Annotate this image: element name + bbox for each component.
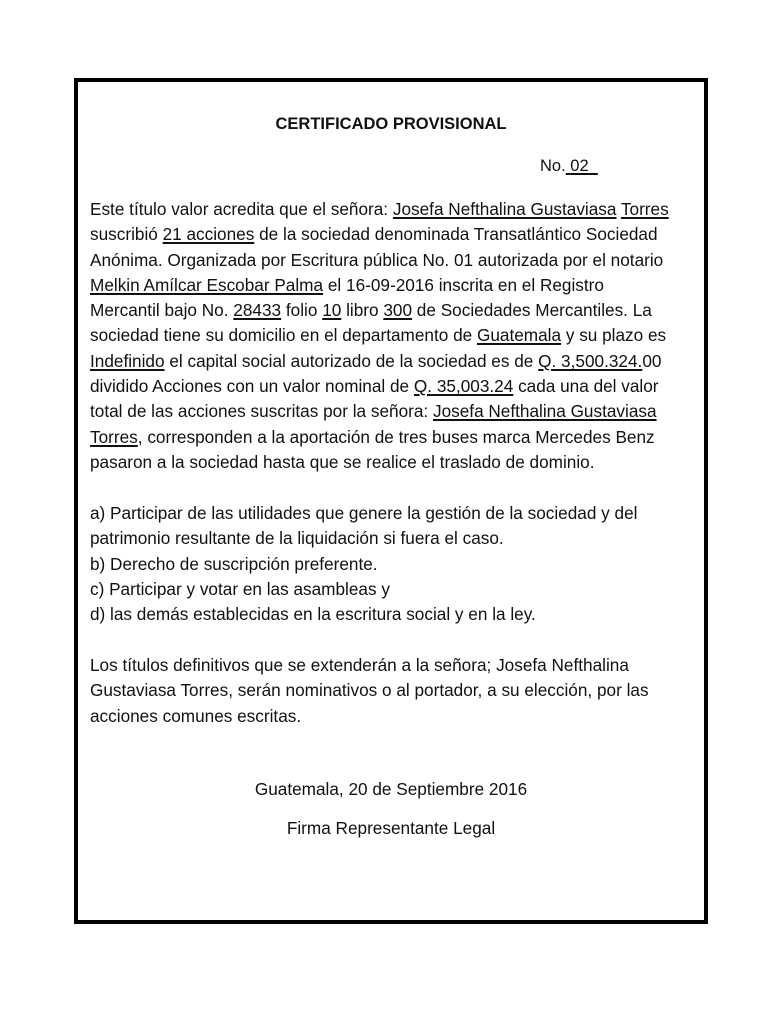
underlined-field: 10: [322, 300, 342, 321]
underlined-field: Indefinido: [90, 350, 165, 371]
certificate-frame: [74, 78, 708, 924]
body-text: libro: [341, 300, 384, 321]
underlined-field: Torres: [620, 199, 669, 219]
body-text: Anónima. Organizada por Escritura pública No. 01 autorizada por el notario: [90, 249, 664, 270]
body-text: el 16-09-2016 inscrita en el Registro: [323, 274, 604, 295]
rights-item: d) las demás establecidas en la escritura social y en la ley.: [90, 604, 536, 625]
underlined-field: 21 acciones: [162, 224, 255, 245]
rights-item: c) Participar y votar en las asambleas y: [90, 578, 390, 599]
body-text: sociedad tiene su domicilio en el departamento de: [90, 325, 477, 346]
underlined-field: Josefa Nefthalina Gustaviasa: [392, 199, 617, 219]
body-line: [90, 374, 694, 399]
body-text: pasaron a la sociedad hasta que se realice el traslado de dominio.: [90, 451, 595, 472]
rights-item: a) Participar de las utilidades que genere la gestión de la sociedad y del: [90, 503, 638, 523]
signature-label: Firma Representante Legal: [286, 818, 496, 838]
body-line: [90, 222, 694, 247]
body-text: de la sociedad denominada Transatlántico Sociedad: [254, 224, 658, 245]
body-line: [90, 273, 694, 298]
body-line: [90, 197, 694, 222]
body-text: Este título valor acredita que el señora:: [90, 199, 393, 219]
body-text: total de las acciones suscritas por la señora:: [90, 401, 433, 422]
underlined-field: 28433: [233, 300, 282, 321]
underlined-field: Q. 3,500.324.: [538, 350, 643, 371]
number-label: No.: [540, 157, 566, 175]
place-date: Guatemala, 20 de Septiembre 2016: [254, 779, 528, 799]
underlined-field: Guatemala: [476, 325, 562, 346]
underlined-field: 300: [383, 300, 413, 321]
body-line: [90, 425, 694, 450]
body-text: de Sociedades Mercantiles. La: [412, 300, 652, 321]
body-text: cada una del valor: [513, 376, 659, 397]
rights-list: [90, 501, 694, 627]
body-text: Mercantil bajo No.: [90, 300, 234, 321]
rights-item: patrimonio resultante de la liquidación si fuera el caso.: [90, 528, 504, 549]
certificate-title: CERTIFICADO PROVISIONAL: [275, 115, 507, 133]
body-text: folio: [281, 300, 323, 321]
body-text: 00: [642, 350, 662, 371]
rights-item: b) Derecho de suscripción preferente.: [90, 553, 378, 574]
final-line: Los títulos definitivos que se extenderán a la señora; Josefa Nefthalina: [90, 655, 629, 675]
body-text: , corresponden a la aportación de tres buses marca Mercedes Benz: [137, 426, 655, 447]
underlined-field: Melkin Amílcar Escobar Palma: [90, 274, 324, 295]
underlined-field: Q. 35,003.24: [413, 376, 514, 397]
underlined-field: Torres: [90, 426, 138, 447]
body-text: dividido Acciones con un valor nominal de: [90, 376, 414, 397]
body-paragraph: [90, 197, 694, 475]
body-line: [90, 349, 694, 374]
body-line: [90, 399, 694, 424]
body-text: y su plazo es: [561, 325, 667, 346]
body-line: [90, 248, 694, 273]
certificate-number: [540, 157, 598, 176]
body-line: [90, 298, 694, 323]
body-line: [90, 323, 694, 348]
body-text: suscribió: [90, 224, 163, 245]
final-paragraph: [90, 653, 694, 729]
underlined-field: Josefa Nefthalina Gustaviasa: [432, 401, 657, 422]
final-line: acciones comunes escritas.: [90, 705, 302, 726]
number-value: 02: [570, 157, 589, 175]
body-text: el capital social autorizado de la sociedad es de: [164, 350, 539, 371]
body-line: [90, 450, 694, 475]
final-line: Gustaviasa Torres, serán nominativos o al portador, a su elección, por las: [90, 680, 649, 701]
